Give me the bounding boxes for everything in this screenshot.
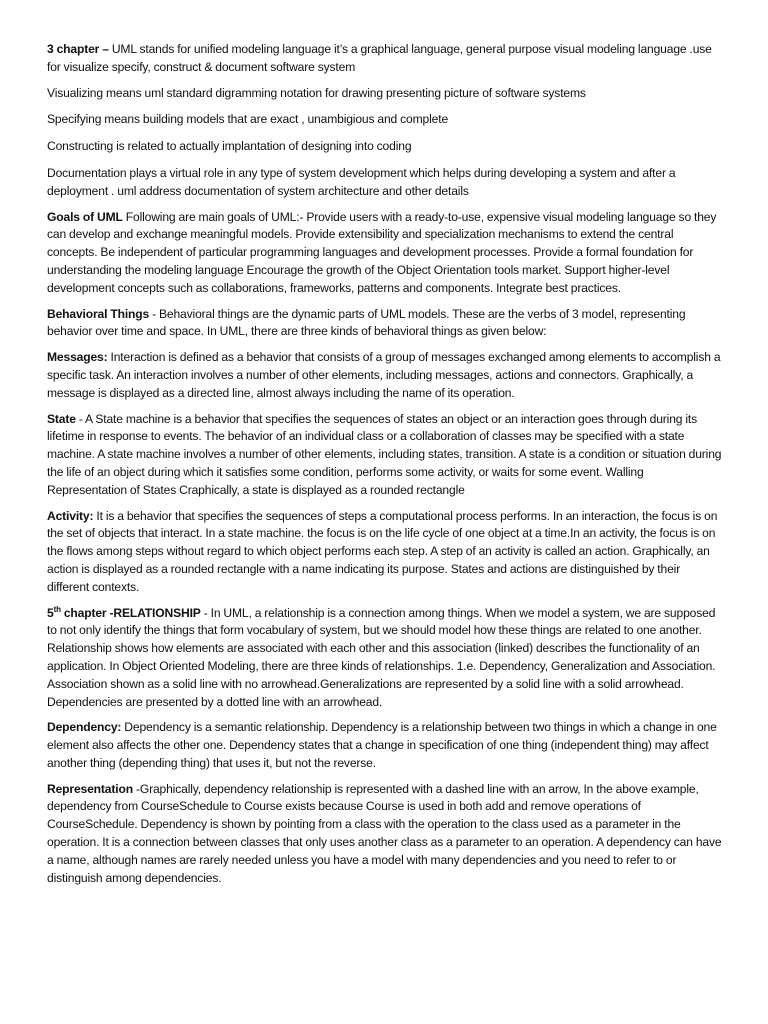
- paragraph-relationship: [47, 605, 723, 712]
- paragraph-dependency: [47, 719, 723, 772]
- paragraph-text: Documentation plays a virtual role in any type of system development which helps during developing a system and after a deployment . uml address documentation of system architecture and other details: [47, 165, 676, 198]
- paragraph-activity: [47, 508, 723, 597]
- heading-chapter-5-number: 5: [47, 605, 54, 620]
- paragraph-text: Interaction is defined as a behavior that consists of a group of messages exchanged among elements to accomplish a specific task. An interaction involves a number of other elements, including messages, actions and connectors. Graphically, a message is displayed as a directed line, almost always including the name of its operation.: [47, 350, 721, 400]
- paragraph-text: -Graphically, dependency relationship is represented with a dashed line with an arrow, In the above example, dependency from CourseSchedule to Course exists because Course is used in both add and remove operations of CourseSchedule. Dependency is shown by pointing from a class with the operation to the class used as a parameter in the operation. It is a connection between classes that only uses another class as a parameter to an operation. A dependency can have a name, although names are rarely needed unless you have a model with many dependencies and you need to refer to or distinguish among dependencies.: [47, 781, 722, 885]
- heading-relationship: chapter -RELATIONSHIP: [60, 605, 201, 620]
- paragraph-text: - A State machine is a behavior that specifies the sequences of states an object or an interaction goes through during its lifetime in response to events. The behavior of an individual class or a collaboration of classes may be specified with a state machine. A state machine involves a number of other elements, including states, transition. A state is a condition or situation during the life of an object during which it satisfies some condition, performs some activity, or waits for some event. Walling Representation of States Craphically, a state is displayed as a rounded rectangle: [47, 411, 722, 497]
- document-page: [47, 41, 723, 895]
- paragraph-text: Constructing is related to actually implantation of designing into coding: [47, 139, 412, 154]
- heading-messages: Messages:: [47, 350, 108, 365]
- paragraph-text: Following are main goals of UML:- Provide users with a ready-to-use, expensive visual modeling language so they can develop and exchange meaningful models. Provide extensibility and specialization mechanisms to extend the central concepts. Be independent of particular programming languages and development processes. Provide a formal foundation for understanding the modeling language Encourage the growth of the Object Orientation tools market. Support higher-level development concepts such as collaborations, frameworks, patterns and components. Integrate best practices.: [47, 209, 717, 295]
- paragraph-visualizing: [47, 85, 723, 103]
- heading-activity: Activity:: [47, 508, 94, 523]
- paragraph-state: [47, 411, 723, 500]
- paragraph-goals-of-uml: [47, 209, 723, 298]
- paragraph-text: - In UML, a relationship is a connection among things. When we model a system, we are supposed to not only identify the things that form vocabulary of system, but we should model how these things are related to one another. Relationship shows how elements are associated with each other and this association (linked) describes the functionality of an application. In Object Oriented Modeling, there are three kinds of relationships. 1.e. Dependency, Generalization and Association. Association shown as a solid line with no arrowhead.Generalizations are represented by a solid line with a solid arrowhead. Dependencies are presented by a dotted line with an arrowhead.: [47, 605, 716, 709]
- paragraph-text: UML stands for unified modeling language it’s a graphical language, general purpose visual modeling language .use for visualize specify, construct & document software system: [47, 42, 712, 74]
- paragraph-constructing: [47, 138, 723, 156]
- paragraph-text: Visualizing means uml standard digramming notation for drawing presenting picture of software systems: [47, 85, 586, 100]
- heading-representation: Representation: [47, 781, 133, 796]
- heading-behavioral-things: Behavioral Things: [47, 306, 150, 321]
- heading-dependency: Dependency:: [47, 720, 122, 735]
- paragraph-uml-intro: [47, 41, 723, 77]
- paragraph-text: Dependency is a semantic relationship. Dependency is a relationship between two things in which a change in one element also affects the other one. Dependency states that a change in specification of one thing (independent thing) may affect another thing (depending thing) that uses it, but not the reverse.: [47, 720, 717, 770]
- paragraph-specifying: [47, 111, 723, 129]
- paragraph-text: It is a behavior that specifies the sequences of steps a computational process performs. In an interaction, the focus is on the set of objects that interact. In a state machine. the focus is on the life cycle of one object at a time.In an activity, the focus is on the flows among steps without regard to which object performs each step. A step of an activity is called an action. Graphically, an action is displayed as a rounded rectangle with a name indicating its purpose. States and actions are distinguished by their different contexts.: [47, 508, 718, 594]
- heading-state: State: [47, 411, 76, 426]
- paragraph-text: Specifying means building models that are exact , unambigious and complete: [47, 112, 449, 127]
- paragraph-behavioral-things: [47, 306, 723, 342]
- ordinal-suffix: th: [53, 604, 61, 614]
- paragraph-representation: [47, 781, 723, 888]
- paragraph-documentation: [47, 165, 723, 201]
- paragraph-messages: [47, 349, 723, 402]
- heading-chapter-3: 3 chapter –: [47, 42, 109, 56]
- paragraph-text: - Behavioral things are the dynamic parts of UML models. These are the verbs of 3 model, representing behavior over time and space. In UML, there are three kinds of behavioral things as given below:: [47, 306, 686, 339]
- heading-goals-of-uml: Goals of UML: [47, 209, 123, 224]
